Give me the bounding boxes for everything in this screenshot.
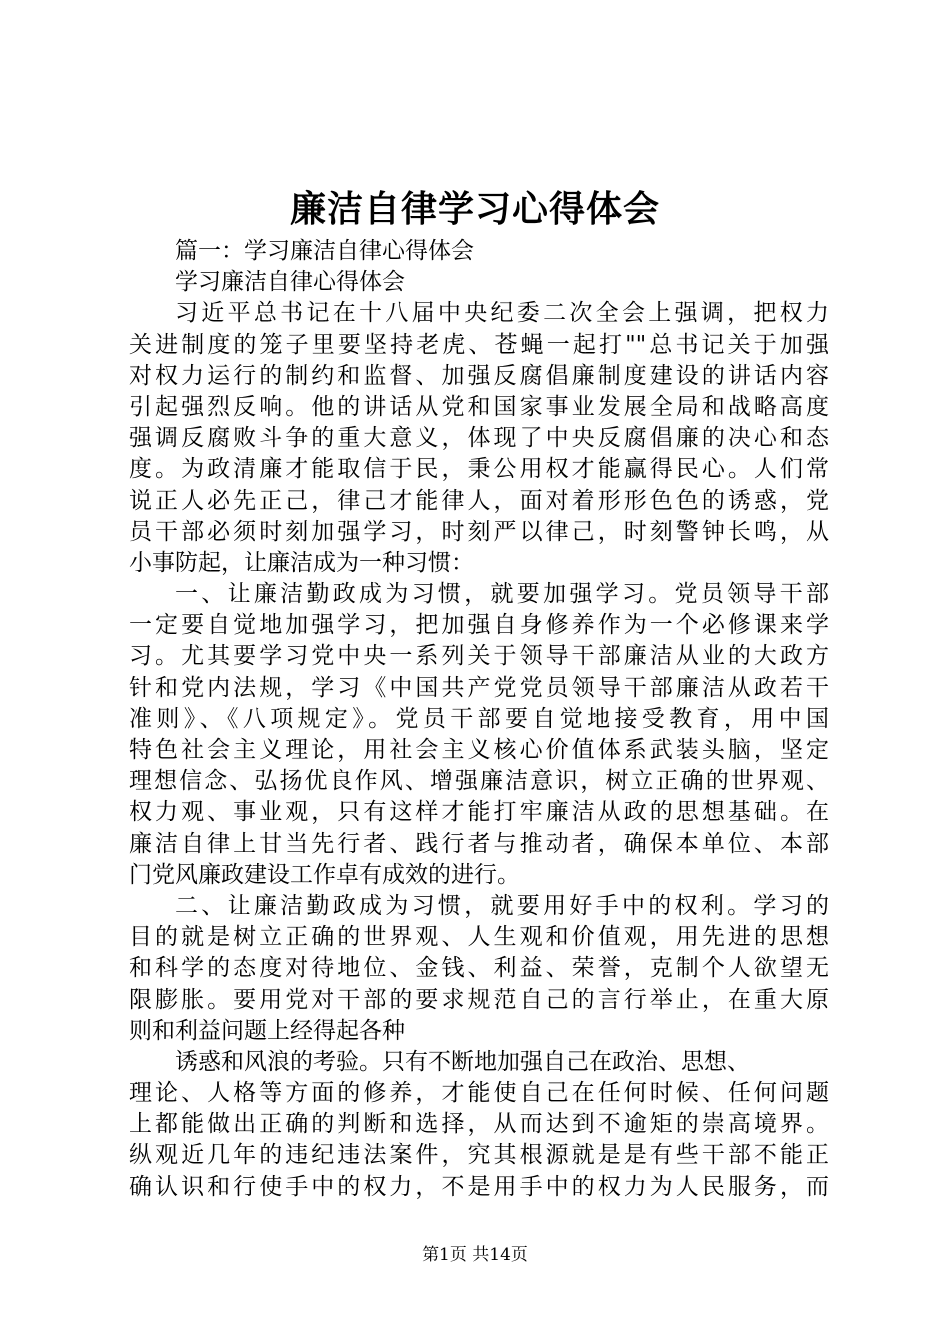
paragraph-line: 特色社会主义理论，用社会主义核心价值体系武装头脑，坚定 [129, 737, 829, 763]
paragraph-line: 限膨胀。要用党对干部的要求规范自己的言行举止，在重大原 [129, 986, 829, 1013]
paragraph-line: 目的就是树立正确的世界观、人生观和价值观，用先进的思想 [129, 924, 829, 951]
paragraph-line: 引起强烈反响。他的讲话从党和国家事业发展全局和战略高度 [129, 393, 829, 420]
paragraph-line: 和科学的态度对待地位、金钱、利益、荣誉，克制个人欲望无 [129, 955, 829, 982]
article-subtitle: 学习廉洁自律心得体会 [175, 269, 405, 296]
section-heading: 篇一：学习廉洁自律心得体会 [175, 238, 474, 264]
paragraph-line: 则和利益问题上经得起各种 [129, 1017, 405, 1044]
paragraph-line: 理论、人格等方面的修养，才能使自己在任何时候、任何问题 [129, 1080, 829, 1107]
paragraph-line: 说正人必先正己，律己才能律人，面对着形形色色的诱惑，党 [129, 487, 829, 514]
paragraph-line: 理想信念、弘扬优良作风、增强廉洁意识，树立正确的世界观、 [129, 768, 829, 795]
paragraph-line: 诱惑和风浪的考验。只有不断地加强自己在政治、思想、 [175, 1048, 750, 1075]
paragraph-line: 上都能做出正确的判断和选择，从而达到不逾矩的崇高境界。 [129, 1111, 829, 1138]
paragraph-line: 权力观、事业观，只有这样才能打牢廉洁从政的思想基础。在 [129, 799, 829, 826]
paragraph-line: 针和党内法规，学习《中国共产党党员领导干部廉洁从政若干 [129, 674, 829, 701]
paragraph-line: 度。为政清廉才能取信于民，秉公用权才能赢得民心。人们常 [129, 456, 829, 483]
paragraph-line: 习近平总书记在十八届中央纪委二次全会上强调，把权力 [175, 300, 829, 327]
paragraph-line: 强调反腐败斗争的重大意义，体现了中央反腐倡廉的决心和态 [129, 425, 829, 452]
document-body [129, 236, 829, 1203]
paragraph-line: 一、让廉洁勤政成为习惯，就要加强学习。党员领导干部 [175, 581, 829, 608]
paragraph-line: 员干部必须时刻加强学习，时刻严以律己，时刻警钟长鸣，从 [129, 518, 829, 545]
paragraph-line: 对权力运行的制约和监督、加强反腐倡廉制度建设的讲话内容 [129, 362, 829, 389]
paragraph-line: 纵观近几年的违纪违法案件，究其根源就是是有些干部不能正 [129, 1142, 829, 1169]
document-title: 廉洁自律学习心得体会 [289, 188, 660, 230]
paragraph-line: 准则》、《八项规定》。党员干部要自觉地接受教育，用中国 [129, 705, 829, 732]
paragraph-line: 门党风廉政建设工作卓有成效的进行。 [129, 861, 520, 888]
paragraph-line: 关进制度的笼子里要坚持老虎、苍蝇一起打""总书记关于加强 [129, 331, 829, 358]
page-number-footer: 第1页 共14页 [422, 1245, 528, 1265]
paragraph-line: 确认识和行使手中的权力，不是用手中的权力为人民服务，而 [129, 1173, 829, 1200]
paragraph-line: 习。尤其要学习党中央一系列关于领导干部廉洁从业的大政方 [129, 643, 829, 670]
paragraph-line: 小事防起，让廉洁成为一种习惯： [129, 549, 474, 576]
paragraph-line: 廉洁自律上甘当先行者、践行者与推动者，确保本单位、本部 [129, 830, 829, 857]
paragraph-line: 二、让廉洁勤政成为习惯，就要用好手中的权利。学习的 [175, 892, 829, 919]
paragraph-line: 一定要自觉地加强学习，把加强自身修养作为一个必修课来学 [129, 612, 829, 639]
